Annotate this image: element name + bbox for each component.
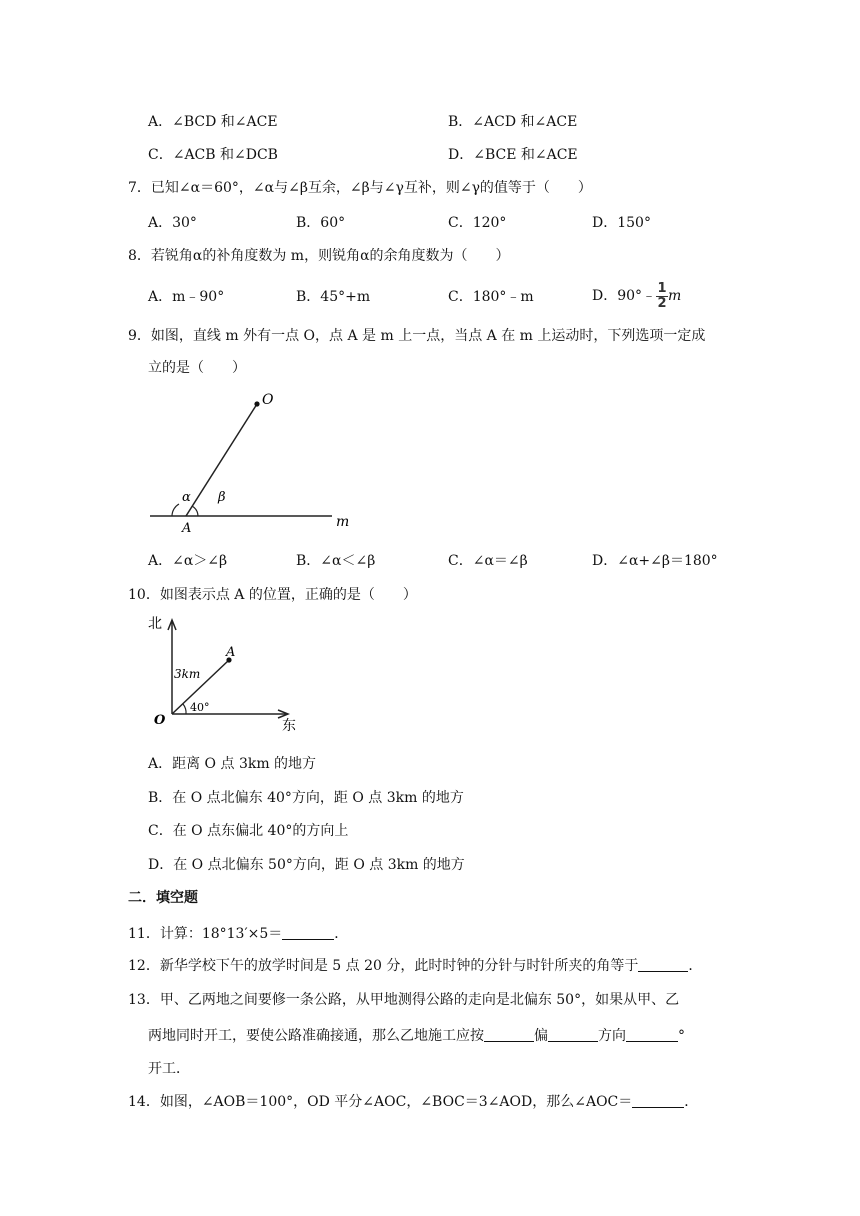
q12-answer-blank[interactable] — [638, 957, 688, 972]
section-title: 二．填空题 — [128, 890, 198, 906]
label-angle: 40° — [190, 701, 210, 714]
q10-figure — [140, 610, 310, 738]
q9-option-c: C．∠α＝∠β — [448, 553, 528, 569]
label-east: 东 — [282, 718, 296, 734]
q9-figure-m-label — [330, 510, 360, 532]
q8-option-d-suffix: m — [668, 288, 682, 304]
q6-option-a: A．∠BCD 和∠ACE — [148, 114, 278, 130]
q9-option-d: D．∠α+∠β＝180° — [592, 553, 718, 569]
fraction-numerator: 1 — [657, 280, 667, 296]
q13-line2-end: ° — [678, 1028, 685, 1044]
q14-end: ． — [684, 1094, 699, 1110]
q13-line3: 开工． — [148, 1061, 190, 1077]
q9-figure — [140, 388, 370, 536]
q14-stem: 14．如图，∠AOB＝100°，OD 平分∠AOC，∠BOC＝3∠AOD，那么∠AOC＝ — [128, 1094, 633, 1110]
q11-end: ． — [334, 926, 349, 942]
q9-option-b: B．∠α＜∠β — [296, 553, 376, 569]
label-alpha: α — [182, 490, 191, 505]
q8-option-d — [592, 277, 681, 315]
q10-option-c: C．在 O 点东偏北 40°的方向上 — [148, 823, 349, 839]
q8-option-c: C．180°﹣m — [448, 289, 534, 305]
q12-end: ． — [688, 958, 703, 974]
label-m: m — [336, 514, 350, 530]
q13-line2-start: 两地同时开工，要使公路准确接通，那么乙地施工应按 — [148, 1028, 484, 1044]
label-o: O — [262, 392, 274, 408]
alpha-arc — [172, 504, 179, 516]
q13-line2-mid1: 偏 — [534, 1028, 548, 1044]
q12-stem: 12．新华学校下午的放学时间是 5 点 20 分，此时时钟的分针与时针所夹的角等于 — [128, 958, 639, 974]
q7-option-c: C．120° — [448, 215, 507, 231]
q13-answer-blank-3[interactable] — [626, 1027, 678, 1042]
label-distance: 3km — [174, 667, 201, 681]
q13-answer-blank-1[interactable] — [484, 1027, 534, 1042]
q7-option-d: D．150° — [592, 215, 651, 231]
q11-answer-blank[interactable] — [282, 925, 334, 940]
q14 — [128, 1092, 698, 1112]
q8-option-b: B．45°+m — [296, 289, 371, 305]
label-origin: O — [154, 713, 166, 728]
q7-stem: 7．已知∠α＝60°，∠α与∠β互余，∠β与∠γ互补，则∠γ的值等于（ ） — [128, 180, 592, 196]
q8-option-a: A．m﹣90° — [148, 289, 225, 305]
q13-answer-blank-2[interactable] — [548, 1027, 598, 1042]
q7-option-a: A．30° — [148, 215, 197, 231]
label-a: A — [226, 645, 236, 660]
beta-arc — [192, 506, 198, 516]
q11 — [128, 924, 348, 944]
q9-stem-line1: 9．如图，直线 m 外有一点 O，点 A 是 m 上一点，当点 A 在 m 上运动时，下列选项一定成 — [128, 328, 706, 344]
q13-line2-mid2: 方向 — [598, 1028, 626, 1044]
q9-stem-line2: 立的是（ ） — [148, 360, 246, 376]
q10-option-d: D．在 O 点北偏东 50°方向，距 O 点 3km 的地方 — [148, 857, 465, 873]
q8-option-d-prefix: D．90°﹣ — [592, 288, 657, 304]
q7-option-b: B．60° — [296, 215, 346, 231]
fraction-denominator: 2 — [657, 295, 667, 311]
q10-option-a: A．距离 O 点 3km 的地方 — [148, 756, 317, 772]
q9-option-a: A．∠α＞∠β — [148, 553, 228, 569]
q8-stem: 8．若锐角α的补角度数为 m，则锐角α的余角度数为（ ） — [128, 248, 510, 264]
q6-option-c: C．∠ACB 和∠DCB — [148, 147, 278, 163]
q13-line2 — [148, 1026, 685, 1046]
q6-option-d: D．∠BCE 和∠ACE — [448, 147, 578, 163]
q11-stem: 11．计算：18°13′×5＝ — [128, 926, 283, 942]
label-north: 北 — [148, 616, 162, 632]
q13-line1: 13．甲、乙两地之间要修一条公路，从甲地测得公路的走向是北偏东 50°，如果从甲、乙 — [128, 992, 680, 1008]
angle-arc — [183, 704, 186, 714]
q8-option-d-fraction — [656, 280, 668, 311]
label-a: A — [182, 521, 192, 536]
point-o-dot — [254, 401, 259, 406]
q10-stem: 10．如图表示点 A 的位置，正确的是（ ） — [128, 587, 417, 603]
q14-answer-blank[interactable] — [632, 1093, 684, 1108]
label-beta: β — [218, 490, 226, 505]
q10-option-b: B．在 O 点北偏东 40°方向，距 O 点 3km 的地方 — [148, 790, 464, 806]
q12 — [128, 956, 702, 976]
q6-option-b: B．∠ACD 和∠ACE — [448, 114, 578, 130]
